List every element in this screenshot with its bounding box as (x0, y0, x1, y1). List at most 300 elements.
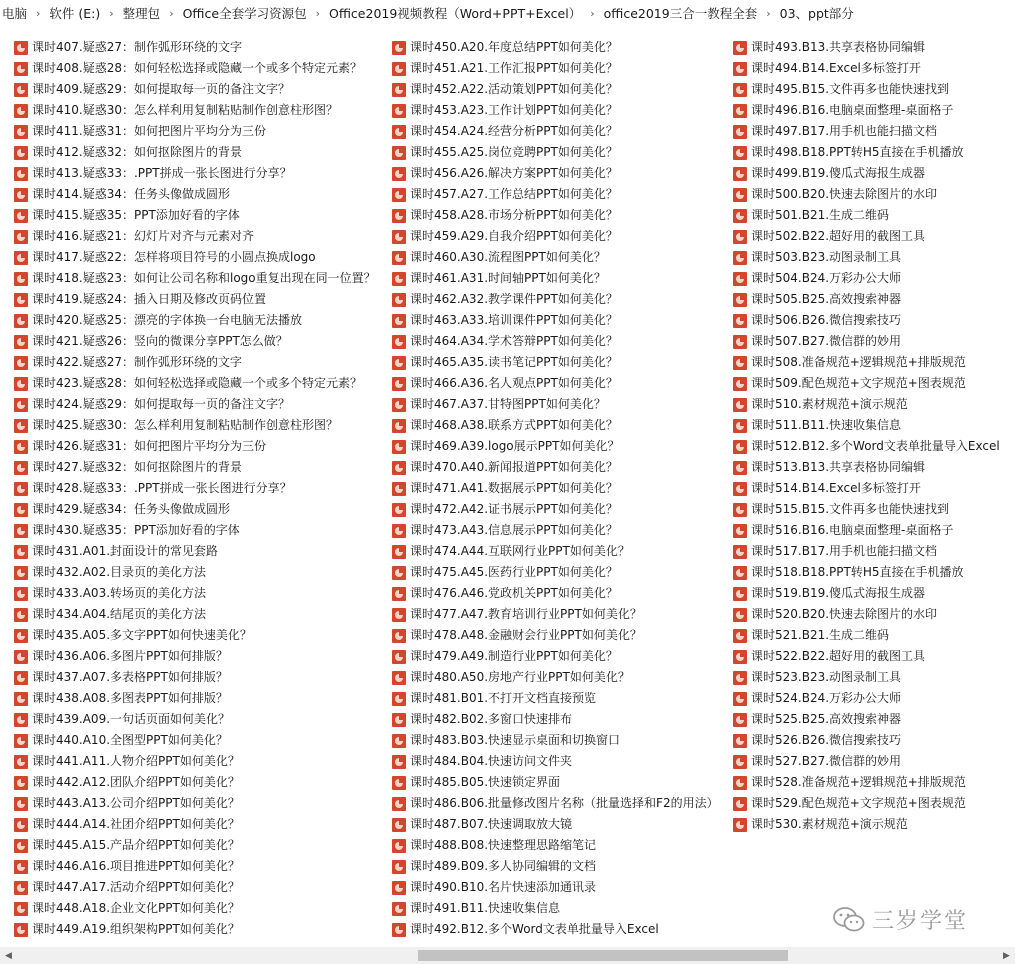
horizontal-scrollbar[interactable] (0, 947, 1015, 964)
ppt-file-icon (14, 41, 28, 55)
ppt-file-icon (392, 314, 406, 328)
ppt-file-icon (733, 83, 747, 97)
file-name: 课时422.疑惑27：制作弧形环绕的文字 (32, 355, 242, 369)
breadcrumb-item[interactable]: Office2019视频教程（Word+PPT+Excel） (329, 6, 582, 21)
file-name: 课时448.A18.企业文化PPT如何美化？ (32, 901, 240, 915)
file-item[interactable] (733, 415, 1000, 436)
file-item[interactable] (14, 226, 376, 247)
file-name: 课时457.A27.工作总结PPT如何美化？ (410, 187, 618, 201)
ppt-file-icon (733, 125, 747, 139)
file-item[interactable] (733, 520, 1000, 541)
ppt-file-icon (14, 671, 28, 685)
ppt-file-icon (733, 776, 747, 790)
ppt-file-icon (14, 524, 28, 538)
ppt-file-icon (14, 293, 28, 307)
ppt-file-icon (733, 734, 747, 748)
ppt-file-icon (392, 881, 406, 895)
file-name: 课时528.准备规范+逻辑规范+排版规范 (751, 775, 966, 789)
file-item[interactable] (392, 835, 719, 856)
file-name: 课时464.A34.学术答辩PPT如何美化？ (410, 334, 618, 348)
ppt-file-icon (392, 41, 406, 55)
file-item[interactable] (733, 709, 1000, 730)
file-item[interactable] (392, 856, 719, 877)
file-name: 课时530.素材规范+演示规范 (751, 817, 908, 831)
file-item[interactable] (14, 37, 376, 58)
ppt-file-icon (14, 167, 28, 181)
file-item[interactable] (733, 268, 1000, 289)
file-name: 课时450.A20.年度总结PPT如何美化？ (410, 40, 618, 54)
file-item[interactable] (733, 772, 1000, 793)
file-name: 课时480.A50.房地产行业PPT如何美化？ (410, 670, 630, 684)
chevron-right-icon[interactable]: › (169, 6, 174, 20)
file-item[interactable] (392, 604, 719, 625)
file-name: 课时417.疑惑22：怎样将项目符号的小圆点换成logo (32, 250, 316, 264)
file-name: 课时472.A42.证书展示PPT如何美化？ (410, 502, 618, 516)
ppt-file-icon (392, 587, 406, 601)
file-item[interactable] (14, 625, 376, 646)
file-item[interactable] (733, 436, 1000, 457)
file-name: 课时484.B04.快速访问文件夹 (410, 754, 573, 768)
file-name: 课时479.A49.制造行业PPT如何美化？ (410, 649, 618, 663)
ppt-file-icon (392, 293, 406, 307)
file-item[interactable] (392, 184, 719, 205)
file-item[interactable] (733, 100, 1000, 121)
file-name: 课时426.疑惑31：如何把图片平均分为三份 (32, 439, 266, 453)
file-item[interactable] (392, 268, 719, 289)
ppt-file-icon (392, 818, 406, 832)
file-name: 课时428.疑惑33：.PPT拼成一张长图进行分享？ (32, 481, 292, 495)
file-item[interactable] (733, 583, 1000, 604)
file-item[interactable] (733, 751, 1000, 772)
file-item[interactable] (392, 352, 719, 373)
ppt-file-icon (733, 503, 747, 517)
file-item[interactable] (14, 58, 376, 79)
file-item[interactable] (392, 793, 719, 814)
file-item[interactable] (14, 793, 376, 814)
file-name: 课时431.A01.封面设计的常见套路 (32, 544, 219, 558)
file-item[interactable] (392, 37, 719, 58)
file-item[interactable] (733, 562, 1000, 583)
ppt-file-icon (392, 503, 406, 517)
file-item[interactable] (392, 541, 719, 562)
file-item[interactable] (14, 814, 376, 835)
file-item[interactable] (733, 37, 1000, 58)
ppt-file-icon (392, 209, 406, 223)
file-item[interactable] (14, 352, 376, 373)
file-item[interactable] (733, 58, 1000, 79)
file-item[interactable] (392, 457, 719, 478)
ppt-file-icon (14, 356, 28, 370)
file-name: 课时519.B19.傻瓜式海报生成器 (751, 586, 926, 600)
file-name: 课时474.A44.互联网行业PPT如何美化？ (410, 544, 630, 558)
ppt-file-icon (733, 545, 747, 559)
file-name: 课时490.B10.名片快速添加通讯录 (410, 880, 597, 894)
file-name: 课时496.B16.电脑桌面整理-桌面格子 (751, 103, 954, 117)
file-name: 课时478.A48.金融财会行业PPT如何美化？ (410, 628, 642, 642)
file-item[interactable] (392, 79, 719, 100)
file-item[interactable] (733, 289, 1000, 310)
file-item[interactable] (14, 646, 376, 667)
file-item[interactable] (392, 289, 719, 310)
ppt-file-icon (392, 62, 406, 76)
wechat-icon (832, 906, 866, 934)
file-column-3 (733, 37, 1000, 835)
file-name: 课时458.A28.市场分析PPT如何美化？ (410, 208, 618, 222)
file-item[interactable] (392, 709, 719, 730)
file-name: 课时452.A22.活动策划PPT如何美化？ (410, 82, 618, 96)
file-name: 课时413.疑惑33：.PPT拼成一张长图进行分享？ (32, 166, 292, 180)
file-item[interactable] (14, 541, 376, 562)
file-name: 课时470.A40.新闻报道PPT如何美化？ (410, 460, 618, 474)
file-item[interactable] (733, 478, 1000, 499)
ppt-file-icon (733, 818, 747, 832)
ppt-file-icon (733, 482, 747, 496)
file-item[interactable] (392, 562, 719, 583)
file-name: 课时502.B22.超好用的截图工具 (751, 229, 926, 243)
chevron-right-icon[interactable]: › (109, 6, 114, 20)
file-item[interactable] (392, 730, 719, 751)
file-item[interactable] (392, 394, 719, 415)
file-name: 课时505.B25.高效搜索神器 (751, 292, 902, 306)
file-item[interactable] (14, 415, 376, 436)
file-item[interactable] (14, 751, 376, 772)
file-item[interactable] (14, 394, 376, 415)
file-item[interactable] (392, 205, 719, 226)
ppt-file-icon (733, 440, 747, 454)
file-item[interactable] (392, 226, 719, 247)
file-name: 课时439.A09.一句话页面如何美化？ (32, 712, 231, 726)
file-name: 课时489.B09.多人协同编辑的文档 (410, 859, 597, 873)
file-item[interactable] (392, 121, 719, 142)
ppt-file-icon (733, 398, 747, 412)
file-name: 课时511.B11.快速收集信息 (751, 418, 902, 432)
file-item[interactable] (392, 310, 719, 331)
file-item[interactable] (733, 814, 1000, 835)
file-name: 课时440.A10.全图型PPT如何美化？ (32, 733, 228, 747)
file-item[interactable] (14, 205, 376, 226)
file-name: 课时449.A19.组织架构PPT如何美化？ (32, 922, 240, 936)
file-name: 课时455.A25.岗位竞聘PPT如何美化？ (410, 145, 618, 159)
file-name: 课时481.B01.不打开文档直接预览 (410, 691, 597, 705)
ppt-file-icon (14, 335, 28, 349)
file-name: 课时423.疑惑28：如何轻松选择或隐藏一个或多个特定元素？ (32, 376, 362, 390)
file-name: 课时521.B21.生成二维码 (751, 628, 890, 642)
file-name: 课时483.B03.快速显示桌面和切换窗口 (410, 733, 621, 747)
ppt-file-icon (392, 734, 406, 748)
ppt-file-icon (733, 377, 747, 391)
file-item[interactable] (14, 499, 376, 520)
file-item[interactable] (392, 625, 719, 646)
file-name: 课时473.A43.信息展示PPT如何美化？ (410, 523, 618, 537)
ppt-file-icon (14, 251, 28, 265)
file-item[interactable] (733, 604, 1000, 625)
file-item[interactable] (733, 310, 1000, 331)
file-item[interactable] (14, 919, 376, 940)
ppt-file-icon (733, 104, 747, 118)
breadcrumb-item[interactable]: 电脑 (2, 6, 28, 21)
ppt-file-icon (733, 146, 747, 160)
file-name: 课时435.A05.多文字PPT如何快速美化？ (32, 628, 252, 642)
file-item[interactable] (392, 751, 719, 772)
file-item[interactable] (392, 646, 719, 667)
file-name: 课时508.准备规范+逻辑规范+排版规范 (751, 355, 966, 369)
ppt-file-icon (392, 608, 406, 622)
breadcrumb-item[interactable]: 软件 (E:) (49, 6, 101, 21)
file-item[interactable] (733, 142, 1000, 163)
ppt-file-icon (14, 650, 28, 664)
file-item[interactable] (392, 520, 719, 541)
file-item[interactable] (733, 688, 1000, 709)
file-name: 课时430.疑惑35：PPT添加好看的字体 (32, 523, 240, 537)
file-item[interactable] (392, 436, 719, 457)
file-item[interactable] (14, 331, 376, 352)
file-item[interactable] (14, 100, 376, 121)
ppt-file-icon (733, 41, 747, 55)
file-item[interactable] (392, 373, 719, 394)
file-name: 课时469.A39.logo展示PPT如何美化？ (410, 439, 620, 453)
ppt-file-icon (14, 377, 28, 391)
ppt-file-icon (392, 146, 406, 160)
ppt-file-icon (14, 83, 28, 97)
ppt-file-icon (392, 419, 406, 433)
file-item[interactable] (733, 247, 1000, 268)
file-item[interactable] (14, 268, 376, 289)
file-item[interactable] (733, 625, 1000, 646)
file-item[interactable] (14, 457, 376, 478)
ppt-file-icon (733, 587, 747, 601)
file-item[interactable] (733, 730, 1000, 751)
file-name: 课时412.疑惑32：如何抠除图片的背景 (32, 145, 242, 159)
file-item[interactable] (14, 583, 376, 604)
ppt-file-icon (14, 230, 28, 244)
ppt-file-icon (14, 734, 28, 748)
file-item[interactable] (14, 247, 376, 268)
breadcrumb-item[interactable]: 03、ppt部分 (779, 6, 854, 21)
ppt-file-icon (392, 629, 406, 643)
ppt-file-icon (14, 608, 28, 622)
ppt-file-icon (14, 776, 28, 790)
ppt-file-icon (14, 566, 28, 580)
file-item[interactable] (733, 121, 1000, 142)
file-name: 课时459.A29.自我介绍PPT如何美化？ (410, 229, 618, 243)
file-item[interactable] (392, 499, 719, 520)
file-name: 课时463.A33.培训课件PPT如何美化？ (410, 313, 618, 327)
ppt-file-icon (392, 356, 406, 370)
file-item[interactable] (733, 373, 1000, 394)
file-name: 课时526.B26.微信搜索技巧 (751, 733, 902, 747)
file-name: 课时408.疑惑28：如何轻松选择或隐藏一个或多个特定元素？ (32, 61, 362, 75)
file-name: 课时468.A38.联系方式PPT如何美化？ (410, 418, 618, 432)
file-name: 课时512.B12.多个Word文表单批量导入Excel (751, 439, 1000, 453)
file-item[interactable] (392, 814, 719, 835)
chevron-right-icon[interactable]: › (766, 6, 771, 20)
ppt-file-icon (733, 629, 747, 643)
file-name: 课时444.A14.社团介绍PPT如何美化？ (32, 817, 240, 831)
ppt-file-icon (14, 818, 28, 832)
file-item[interactable] (392, 583, 719, 604)
file-name: 课时488.B08.快速整理思路缩笔记 (410, 838, 597, 852)
file-item[interactable] (14, 478, 376, 499)
file-item[interactable] (733, 331, 1000, 352)
breadcrumb-item[interactable]: Office全套学习资源包 (182, 6, 307, 21)
ppt-file-icon (733, 251, 747, 265)
ppt-file-icon (14, 755, 28, 769)
file-item[interactable] (14, 730, 376, 751)
file-item[interactable] (14, 604, 376, 625)
ppt-file-icon (733, 419, 747, 433)
ppt-file-icon (733, 608, 747, 622)
file-name: 课时429.疑惑34：任务头像做成圆形 (32, 502, 230, 516)
ppt-file-icon (14, 797, 28, 811)
file-item[interactable] (733, 793, 1000, 814)
file-name: 课时447.A17.活动介绍PPT如何美化？ (32, 880, 240, 894)
file-name: 课时522.B22.超好用的截图工具 (751, 649, 926, 663)
scroll-right-arrow-icon[interactable]: ▶ (1003, 950, 1010, 961)
ppt-file-icon (392, 692, 406, 706)
chevron-right-icon[interactable]: › (590, 6, 595, 20)
ppt-file-icon (392, 524, 406, 538)
file-item[interactable] (14, 667, 376, 688)
ppt-file-icon (392, 398, 406, 412)
file-item[interactable] (733, 667, 1000, 688)
file-name: 课时506.B26.微信搜索技巧 (751, 313, 902, 327)
file-item[interactable] (14, 163, 376, 184)
file-item[interactable] (14, 184, 376, 205)
file-name: 课时501.B21.生成二维码 (751, 208, 890, 222)
file-name: 课时507.B27.微信群的妙用 (751, 334, 902, 348)
file-item[interactable] (14, 772, 376, 793)
ppt-file-icon (392, 566, 406, 580)
file-item[interactable] (733, 541, 1000, 562)
ppt-file-icon (14, 104, 28, 118)
file-name: 课时438.A08.多图表PPT如何排版？ (32, 691, 228, 705)
file-item[interactable] (392, 331, 719, 352)
ppt-file-icon (392, 125, 406, 139)
ppt-file-icon (14, 692, 28, 706)
ppt-file-icon (392, 230, 406, 244)
file-name: 课时498.B18.PPT转H5直接在手机播放 (751, 145, 964, 159)
file-name: 课时529.配色规范+文字规范+图表规范 (751, 796, 966, 810)
file-item[interactable] (392, 100, 719, 121)
file-item[interactable] (392, 898, 719, 919)
ppt-file-icon (392, 776, 406, 790)
file-name: 课时523.B23.动图录制工具 (751, 670, 902, 684)
breadcrumb-item[interactable]: 整理包 (122, 6, 161, 21)
ppt-file-icon (392, 650, 406, 664)
file-item[interactable] (14, 121, 376, 142)
file-name: 课时453.A23.工作计划PPT如何美化？ (410, 103, 618, 117)
file-item[interactable] (14, 79, 376, 100)
file-item[interactable] (733, 205, 1000, 226)
file-item[interactable] (14, 877, 376, 898)
file-name: 课时493.B13.共享表格协同编辑 (751, 40, 926, 54)
file-item[interactable] (392, 247, 719, 268)
ppt-file-icon (14, 209, 28, 223)
ppt-file-icon (733, 524, 747, 538)
file-item[interactable] (733, 79, 1000, 100)
file-item[interactable] (14, 898, 376, 919)
file-item[interactable] (14, 856, 376, 877)
file-item[interactable] (14, 373, 376, 394)
scrollbar-thumb[interactable] (418, 950, 788, 961)
file-item[interactable] (392, 688, 719, 709)
file-name: 课时492.B12.多个Word文表单批量导入Excel (410, 922, 659, 936)
ppt-file-icon (392, 335, 406, 349)
file-item[interactable] (14, 709, 376, 730)
ppt-file-icon (14, 440, 28, 454)
file-item[interactable] (733, 352, 1000, 373)
file-name: 课时499.B19.傻瓜式海报生成器 (751, 166, 926, 180)
file-name: 课时466.A36.名人观点PPT如何美化？ (410, 376, 618, 390)
file-item[interactable] (392, 877, 719, 898)
ppt-file-icon (392, 797, 406, 811)
file-item[interactable] (14, 142, 376, 163)
file-item[interactable] (392, 142, 719, 163)
ppt-file-icon (733, 713, 747, 727)
file-item[interactable] (14, 835, 376, 856)
file-item[interactable] (733, 163, 1000, 184)
ppt-file-icon (392, 104, 406, 118)
file-item[interactable] (14, 436, 376, 457)
breadcrumb (0, 0, 1015, 26)
ppt-file-icon (14, 713, 28, 727)
file-item[interactable] (392, 772, 719, 793)
chevron-right-icon[interactable]: › (36, 6, 41, 20)
ppt-file-icon (392, 377, 406, 391)
ppt-file-icon (733, 272, 747, 286)
file-item[interactable] (392, 667, 719, 688)
ppt-file-icon (392, 545, 406, 559)
ppt-file-icon (14, 398, 28, 412)
file-item[interactable] (392, 415, 719, 436)
file-item[interactable] (14, 310, 376, 331)
ppt-file-icon (733, 230, 747, 244)
file-item[interactable] (733, 226, 1000, 247)
file-name: 课时517.B17.用手机也能扫描文档 (751, 544, 938, 558)
file-item[interactable] (733, 646, 1000, 667)
ppt-file-icon (392, 755, 406, 769)
file-item[interactable] (733, 499, 1000, 520)
file-item[interactable] (14, 289, 376, 310)
ppt-file-icon (392, 440, 406, 454)
file-item[interactable] (392, 478, 719, 499)
file-item[interactable] (733, 184, 1000, 205)
file-name: 课时482.B02.多窗口快速排布 (410, 712, 573, 726)
file-item[interactable] (392, 919, 719, 940)
file-item[interactable] (14, 688, 376, 709)
file-item[interactable] (733, 394, 1000, 415)
ppt-file-icon (392, 671, 406, 685)
file-item[interactable] (733, 457, 1000, 478)
file-item[interactable] (14, 520, 376, 541)
ppt-file-icon (392, 272, 406, 286)
chevron-right-icon[interactable]: › (315, 6, 320, 20)
scroll-left-arrow-icon[interactable]: ◀ (5, 950, 12, 961)
file-name: 课时518.B18.PPT转H5直接在手机播放 (751, 565, 964, 579)
file-name: 课时460.A30.流程图PPT如何美化？ (410, 250, 606, 264)
ppt-file-icon (392, 167, 406, 181)
ppt-file-icon (14, 188, 28, 202)
file-column-2 (392, 37, 719, 940)
file-item[interactable] (14, 562, 376, 583)
file-name: 课时445.A15.产品介绍PPT如何美化？ (32, 838, 240, 852)
file-item[interactable] (392, 163, 719, 184)
breadcrumb-item[interactable]: office2019三合一教程全套 (603, 6, 758, 21)
file-name: 课时487.B07.快速调取放大镜 (410, 817, 573, 831)
file-name: 课时454.A24.经营分析PPT如何美化？ (410, 124, 618, 138)
file-item[interactable] (392, 58, 719, 79)
file-name: 课时510.素材规范+演示规范 (751, 397, 908, 411)
